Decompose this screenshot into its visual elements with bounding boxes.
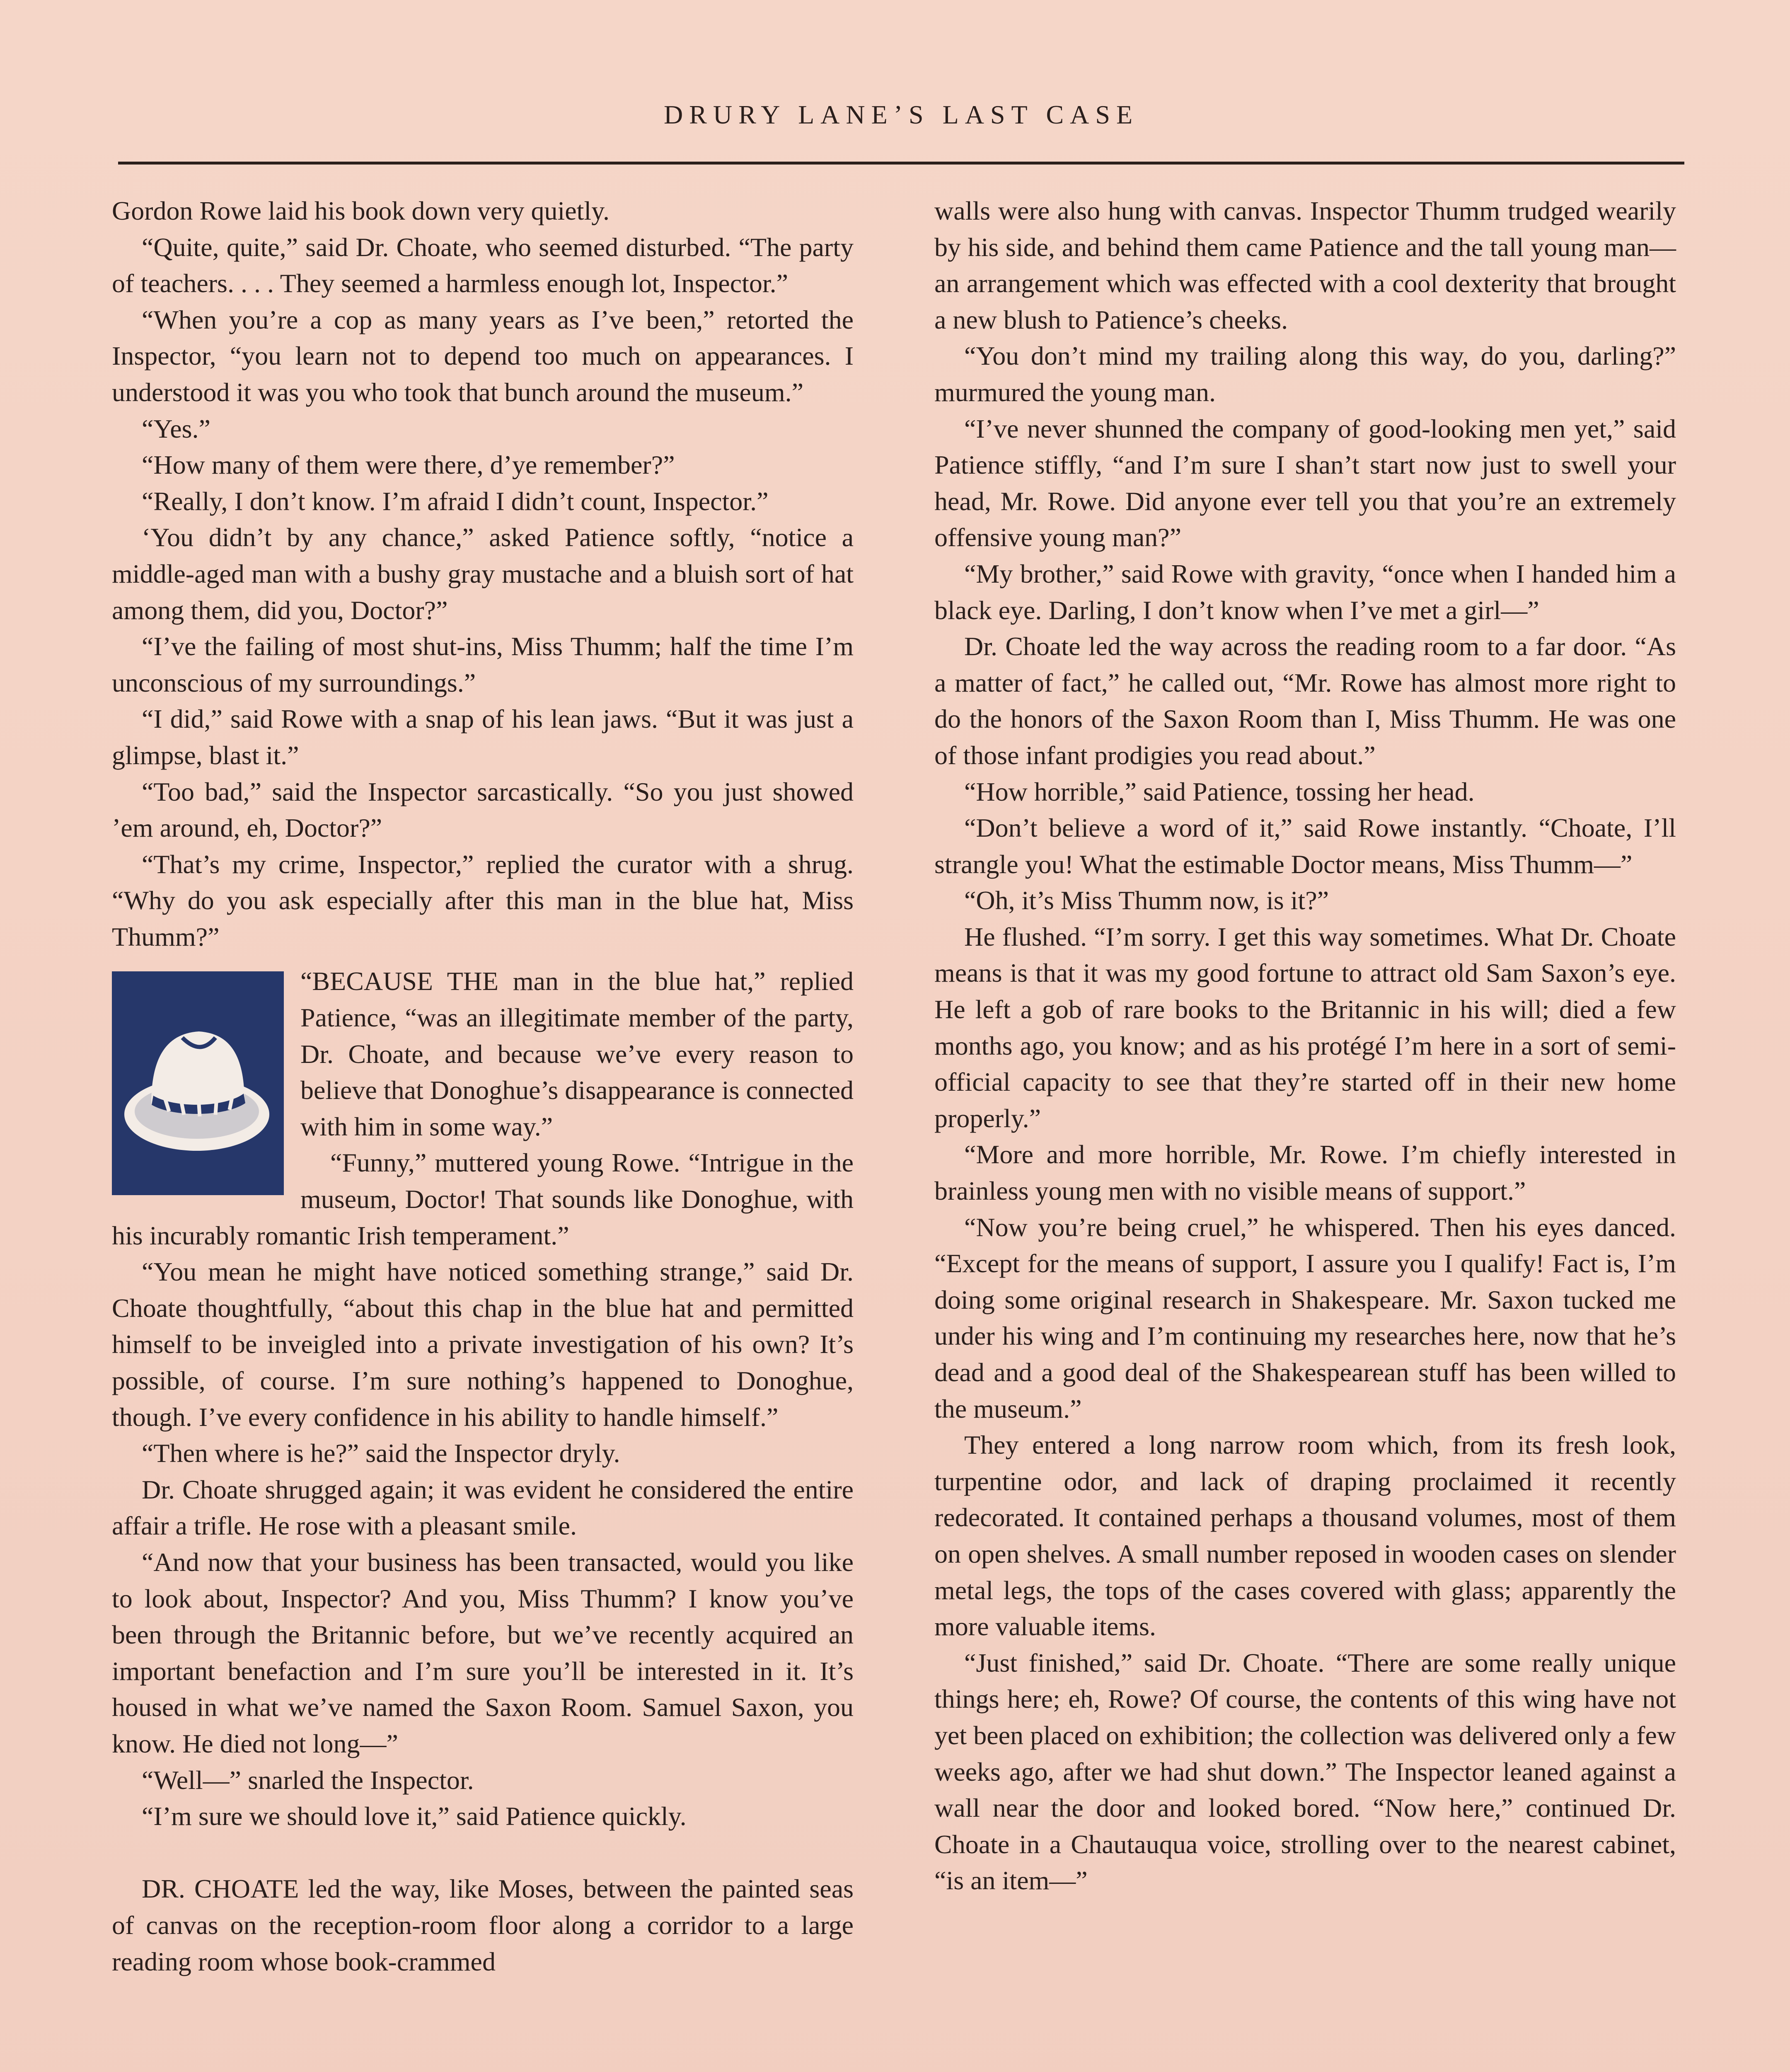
paragraph: “You don’t mind my trailing along this way, do you, darling?” murmured the young man.: [934, 341, 1676, 407]
paragraph: “Funny,” muttered young Rowe. “Intrigue in the museum, Doctor! That sounds like Donoghue, with his incurably romantic Irish temperament.”: [112, 1148, 854, 1250]
paragraph: “And now that your business has been transacted, would you like to look about, Inspector? And you, Miss Thumm? I know you’ve been through the Britannic before, but we’ve recently acquired an important benefaction and I’m sure you’ll be interested in it. It’s housed in what we’ve named the Saxon Room. Samuel Saxon, you know. He died not long—”: [112, 1547, 854, 1758]
fedora-hat-icon: [112, 971, 284, 1195]
paragraph: “I’m sure we should love it,” said Patience quickly.: [142, 1801, 687, 1831]
paragraph: “You mean he might have noticed something strange,” said Dr. Choate thoughtfully, “about this chap in the blue hat and permitted himself to be inveigled into a private investigation of his own? It’s possible, of course. I’m sure nothing’s happened to Donoghue, though. I’ve every confidence in his ability to handle himself.”: [112, 1257, 854, 1432]
paragraph: “My brother,” said Rowe with gravity, “once when I handed him a black eye. Darling, I don’t know when I’ve met a girl—”: [934, 559, 1676, 625]
paragraph: “Then where is he?” said the Inspector dryly.: [142, 1438, 620, 1468]
paragraph: ‘You didn’t by any chance,” asked Patience softly, “notice a middle-aged man with a bushy gray mustache and a bluish sort of hat among them, did you, Doctor?”: [112, 523, 854, 625]
continued-paragraph: walls were also hung with canvas. Inspector Thumm trudged wearily by his side, and behind them came Patience and the tall young man—an arrangement which was effected with a cool dexterity that brought a new blush to Patience’s cheeks.: [934, 196, 1676, 334]
right-paragraphs: [934, 338, 1676, 1899]
paragraph: “Just finished,” said Dr. Choate. “There are some really unique things here; eh, Rowe? Of course, the contents of this wing have not yet been placed on exhibition; the collection was delivered only a few weeks ago, after we had shut down.” The Inspector leaned against a wall near the door and looked bored. “Now here,” continued Dr. Choate in a Chautauqua voice, strolling over to the nearest cabinet, “is an item—”: [934, 1648, 1676, 1895]
left-column: [112, 193, 854, 1980]
paragraph: “Too bad,” said the Inspector sarcastically. “So you just showed ’em around, eh, Doctor?”: [112, 777, 854, 843]
paragraph: “More and more horrible, Mr. Rowe. I’m chiefly interested in brainless young men with no visible means of support.”: [934, 1140, 1676, 1206]
paragraph: Gordon Rowe laid his book down very quietly.: [112, 196, 610, 225]
paragraph: “I did,” said Rowe with a snap of his lean jaws. “But it was just a glimpse, blast it.”: [112, 704, 854, 770]
paragraph: “I’ve never shunned the company of good-looking men yet,” said Patience stiffly, “and I’m sure I shan’t start now just to swell your head, Mr. Rowe. Did anyone ever tell you that you’re an extremely offensive young man?”: [934, 414, 1676, 552]
paragraph: “When you’re a cop as many years as I’ve been,” retorted the Inspector, “you learn not to depend too much on appearances. I understood it was you who took that bunch around the museum.”: [112, 305, 854, 407]
right-column: [934, 193, 1676, 1899]
paragraph: “How many of them were there, d’ye remember?”: [142, 450, 675, 480]
paragraph: “That’s my crime, Inspector,” replied the curator with a shrug. “Why do you ask especially after this man in the blue hat, Miss Thumm?”: [112, 849, 854, 951]
paragraph: Dr. Choate led the way across the reading room to a far door. “As a matter of fact,” he called out, “Mr. Rowe has almost more right to do the honors of the Saxon Room than I, Miss Thumm. He was one of those infant prodigies you read about.”: [934, 632, 1676, 770]
header-rule: [118, 162, 1684, 165]
paragraph: “Oh, it’s Miss Thumm now, is it?”: [964, 886, 1329, 915]
illustrated-paragraph: “BECAUSE THE man in the blue hat,” replied Patience, “was an illegitimate member of the party, Dr. Choate, and because we’ve every reason to believe that Donoghue’s disappearance is connected with him in some way.”: [112, 963, 854, 1145]
paragraph: “Well—” snarled the Inspector.: [142, 1765, 474, 1795]
paragraph: “How horrible,” said Patience, tossing her head.: [964, 777, 1475, 806]
paragraph: “Now you’re being cruel,” he whispered. Then his eyes danced. “Except for the means of support, I assure you I qualify! Fact is, I’m doing some original research in Shakespeare. Mr. Saxon tucked me under his wing and I’m continuing my researches here, now that he’s dead and a good deal of the Shakespearean stuff has been willed to the museum.”: [934, 1212, 1676, 1423]
left-paragraphs-after: [112, 1145, 854, 1834]
paragraph: “I’ve the failing of most shut-ins, Miss Thumm; half the time I’m unconscious of my surroundings.”: [112, 632, 854, 697]
section-break-paragraph: DR. CHOATE led the way, like Moses, between the painted seas of canvas on the reception-room floor along a corridor to a large reading room whose book-crammed: [112, 1874, 854, 1976]
left-paragraphs-before: [112, 193, 854, 955]
paragraph: “Quite, quite,” said Dr. Choate, who seemed disturbed. “The party of teachers. . . . They seemed a harmless enough lot, Inspector.”: [112, 232, 854, 298]
running-header: DRURY LANE’S LAST CASE: [663, 100, 1139, 129]
paragraph: “Really, I don’t know. I’m afraid I didn’t count, Inspector.”: [142, 486, 769, 516]
paragraph: He flushed. “I’m sorry. I get this way sometimes. What Dr. Choate means is that it was my good fortune to attract old Sam Saxon’s eye. He left a gob of rare books to the Britannic in his will; died a few months ago, you know; and as his protégé I’m here in a sort of semi-official capacity to see that they’re started off in their new home properly.”: [934, 922, 1676, 1133]
paragraph: “Yes.”: [142, 414, 210, 443]
paragraph: “Don’t believe a word of it,” said Rowe instantly. “Choate, I’ll strangle you! What the estimable Doctor means, Miss Thumm—”: [934, 813, 1676, 879]
paragraph: Dr. Choate shrugged again; it was evident he considered the entire affair a trifle. He rose with a pleasant smile.: [112, 1474, 854, 1541]
paragraph: They entered a long narrow room which, from its fresh look, turpentine odor, and lack of draping proclaimed it recently redecorated. It contained perhaps a thousand volumes, most of them on open shelves. A small number reposed in wooden cases on slender metal legs, the tops of the cases covered with glass; apparently the more valuable items.: [934, 1430, 1676, 1641]
